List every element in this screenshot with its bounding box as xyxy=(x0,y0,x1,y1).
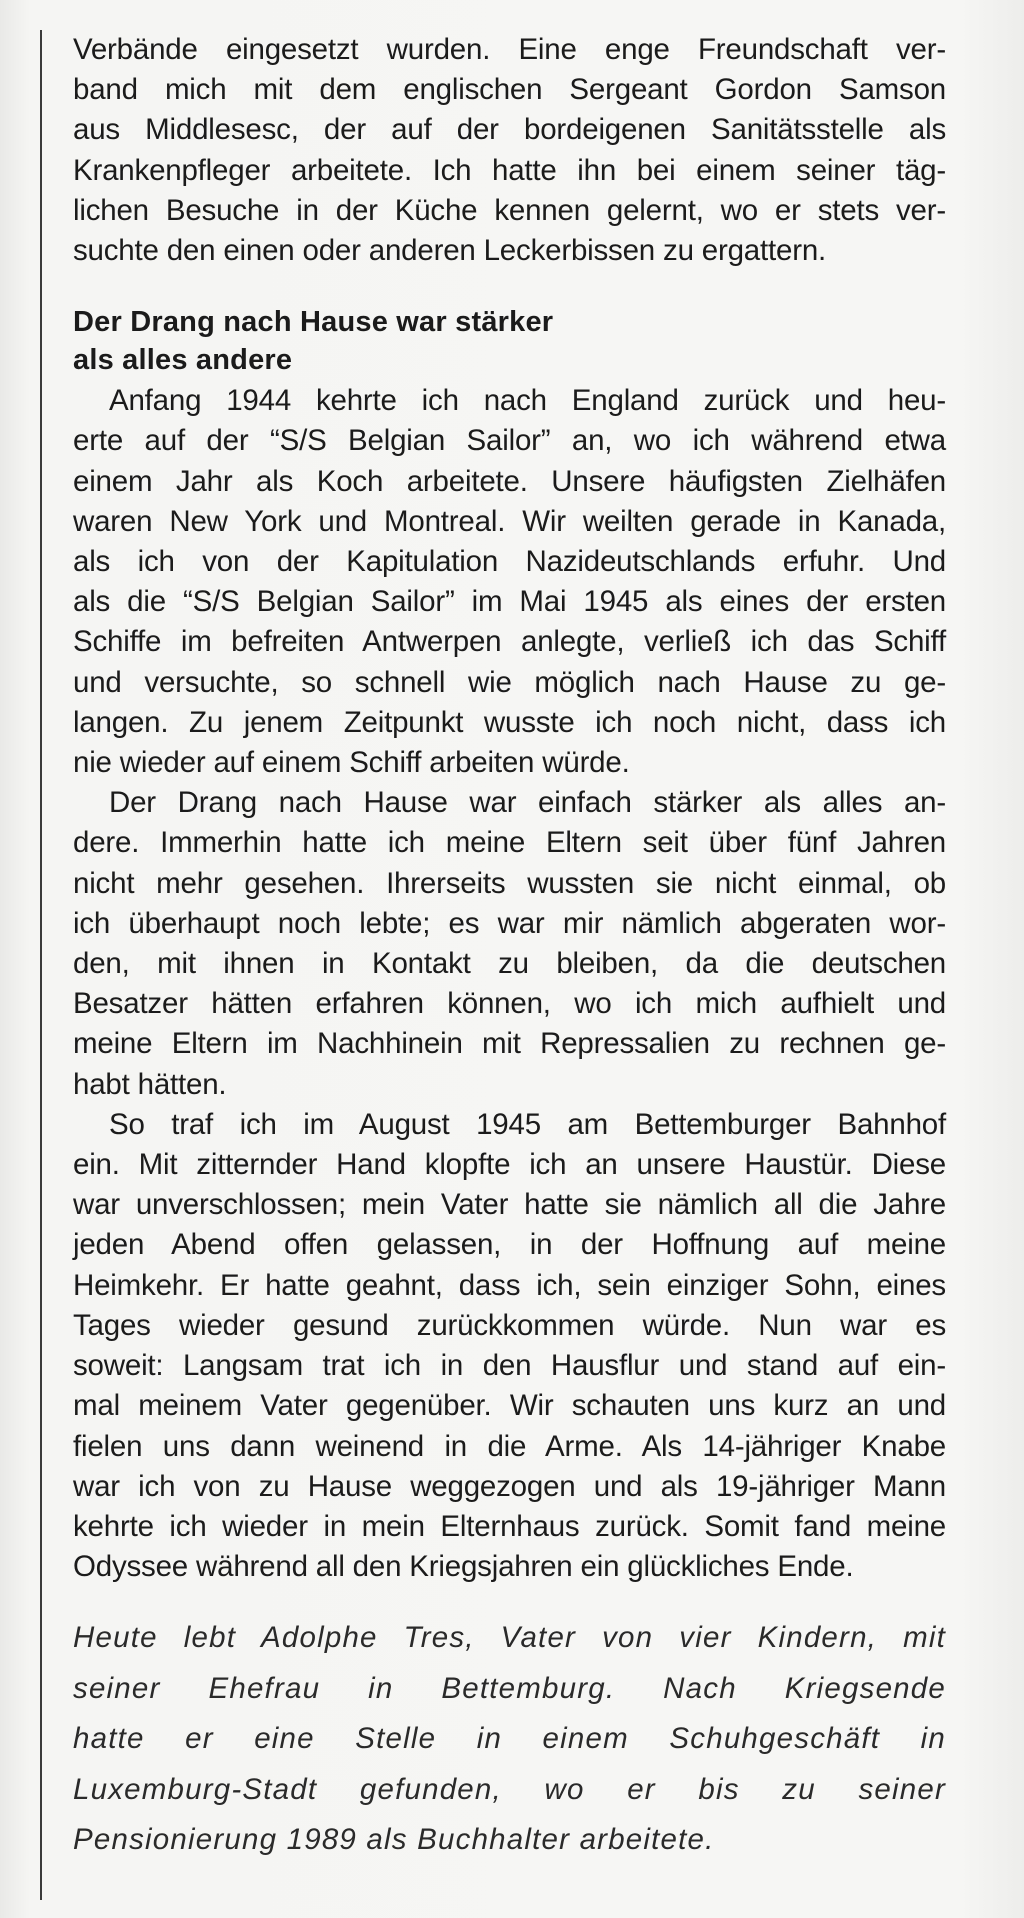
text-line: mal meinem Vater gegenüber. Wir schauten uns kurz an und xyxy=(73,1389,946,1423)
text-line: soweit: Langsam trat ich in den Hausflur und stand auf ein- xyxy=(73,1349,946,1383)
text-line: lichen Besuche in der Küche kennen gelernt, wo er stets ver- xyxy=(73,193,946,227)
text-line: Der Drang nach Hause war einfach stärker als alles an- xyxy=(109,786,946,820)
text-line: dere. Immerhin hatte ich meine Eltern seit über fünf Jahren xyxy=(73,826,946,860)
paragraph-2 xyxy=(73,783,946,1105)
text-line: aus Middlesesc, der auf der bordeigenen Sanitätsstelle als xyxy=(73,113,946,147)
section-heading xyxy=(73,303,946,379)
text-line: suchte den einen oder anderen Leckerbissen zu ergattern. xyxy=(73,234,827,268)
text-line: erte auf der “S/S Belgian Sailor” an, wo ich während etwa xyxy=(73,424,946,458)
text-line: und versuchte, so schnell wie möglich nach Hause zu ge- xyxy=(73,665,946,699)
text-line: Krankenpfleger arbeitete. Ich hatte ihn bei einem seiner täg- xyxy=(73,153,946,187)
heading-line: Der Drang nach Hause war stärker xyxy=(73,306,554,339)
text-line: Odyssee während all den Kriegsjahren ein glückliches Ende. xyxy=(73,1550,854,1584)
text-line: habt hätten. xyxy=(73,1067,227,1101)
text-line: Besatzer hätten erfahren können, wo ich mich aufhielt und xyxy=(73,987,946,1021)
text-line: ein. Mit zitternder Hand klopfte ich an unsere Haustür. Diese xyxy=(73,1148,946,1182)
text-line: Heute lebt Adolphe Tres, Vater von vier Kindern, mit xyxy=(73,1621,946,1655)
text-line: den, mit ihnen in Kontakt zu bleiben, da die deutschen xyxy=(73,947,946,981)
text-line: jeden Abend offen gelassen, in der Hoffnung auf meine xyxy=(73,1228,946,1262)
text-line: langen. Zu jenem Zeitpunkt wusste ich noch nicht, dass ich xyxy=(73,705,946,739)
text-line: nicht mehr gesehen. Ihrerseits wussten sie nicht einmal, ob xyxy=(73,866,946,900)
text-line: war ich von zu Hause weggezogen und als 19-jähriger Mann xyxy=(73,1469,946,1503)
heading-line: als alles andere xyxy=(73,344,293,377)
text-line: hatte er eine Stelle in einem Schuhgeschäft in xyxy=(73,1722,946,1756)
text-line: meine Eltern im Nachhinein mit Repressalien zu rechnen ge- xyxy=(73,1027,946,1061)
text-line: Schiffe im befreiten Antwerpen anlegte, verließ ich das Schiff xyxy=(73,625,946,659)
text-line: waren New York und Montreal. Wir weilten gerade in Kanada, xyxy=(73,504,946,538)
text-line: einem Jahr als Koch arbeitete. Unsere häufigsten Zielhäfen xyxy=(73,464,946,498)
text-line: So traf ich im August 1945 am Bettemburger Bahnhof xyxy=(109,1107,946,1141)
text-line: Pensionierung 1989 als Buchhalter arbeitete. xyxy=(73,1823,715,1857)
text-line: Anfang 1944 kehrte ich nach England zurück und heu- xyxy=(109,384,946,418)
text-line: band mich mit dem englischen Sergeant Gordon Samson xyxy=(73,73,946,107)
text-line: ich überhaupt noch lebte; es war mir nämlich abgeraten wor- xyxy=(73,906,946,940)
text-line: war unverschlossen; mein Vater hatte sie nämlich all die Jahre xyxy=(73,1188,946,1222)
text-line: fielen uns dann weinend in die Arme. Als 14-jähriger Knabe xyxy=(73,1429,946,1463)
left-margin-rule xyxy=(40,30,42,1900)
text-line: nie wieder auf einem Schiff arbeiten würde. xyxy=(73,746,630,780)
text-line: kehrte ich wieder in mein Elternhaus zurück. Somit fand meine xyxy=(73,1509,946,1543)
text-line: Verbände eingesetzt wurden. Eine enge Freundschaft ver- xyxy=(73,33,946,66)
text-line: Luxemburg-Stadt gefunden, wo er bis zu seiner xyxy=(73,1772,946,1806)
text-line: seiner Ehefrau in Bettemburg. Nach Kriegsende xyxy=(73,1671,946,1705)
paragraph-3 xyxy=(73,1105,946,1587)
intro-paragraph xyxy=(73,30,946,271)
text-line: Heimkehr. Er hatte geahnt, dass ich, sein einziger Sohn, eines xyxy=(73,1268,946,1302)
text-line: als ich von der Kapitulation Nazideutschlands erfuhr. Und xyxy=(73,545,946,579)
text-line: Tages wieder gesund zurückkommen würde. Nun war es xyxy=(73,1308,946,1342)
article-body xyxy=(73,30,946,1895)
paragraph-1 xyxy=(73,381,946,783)
text-line: als die “S/S Belgian Sailor” im Mai 1945 als eines der ersten xyxy=(73,585,946,619)
closing-note xyxy=(73,1613,946,1866)
